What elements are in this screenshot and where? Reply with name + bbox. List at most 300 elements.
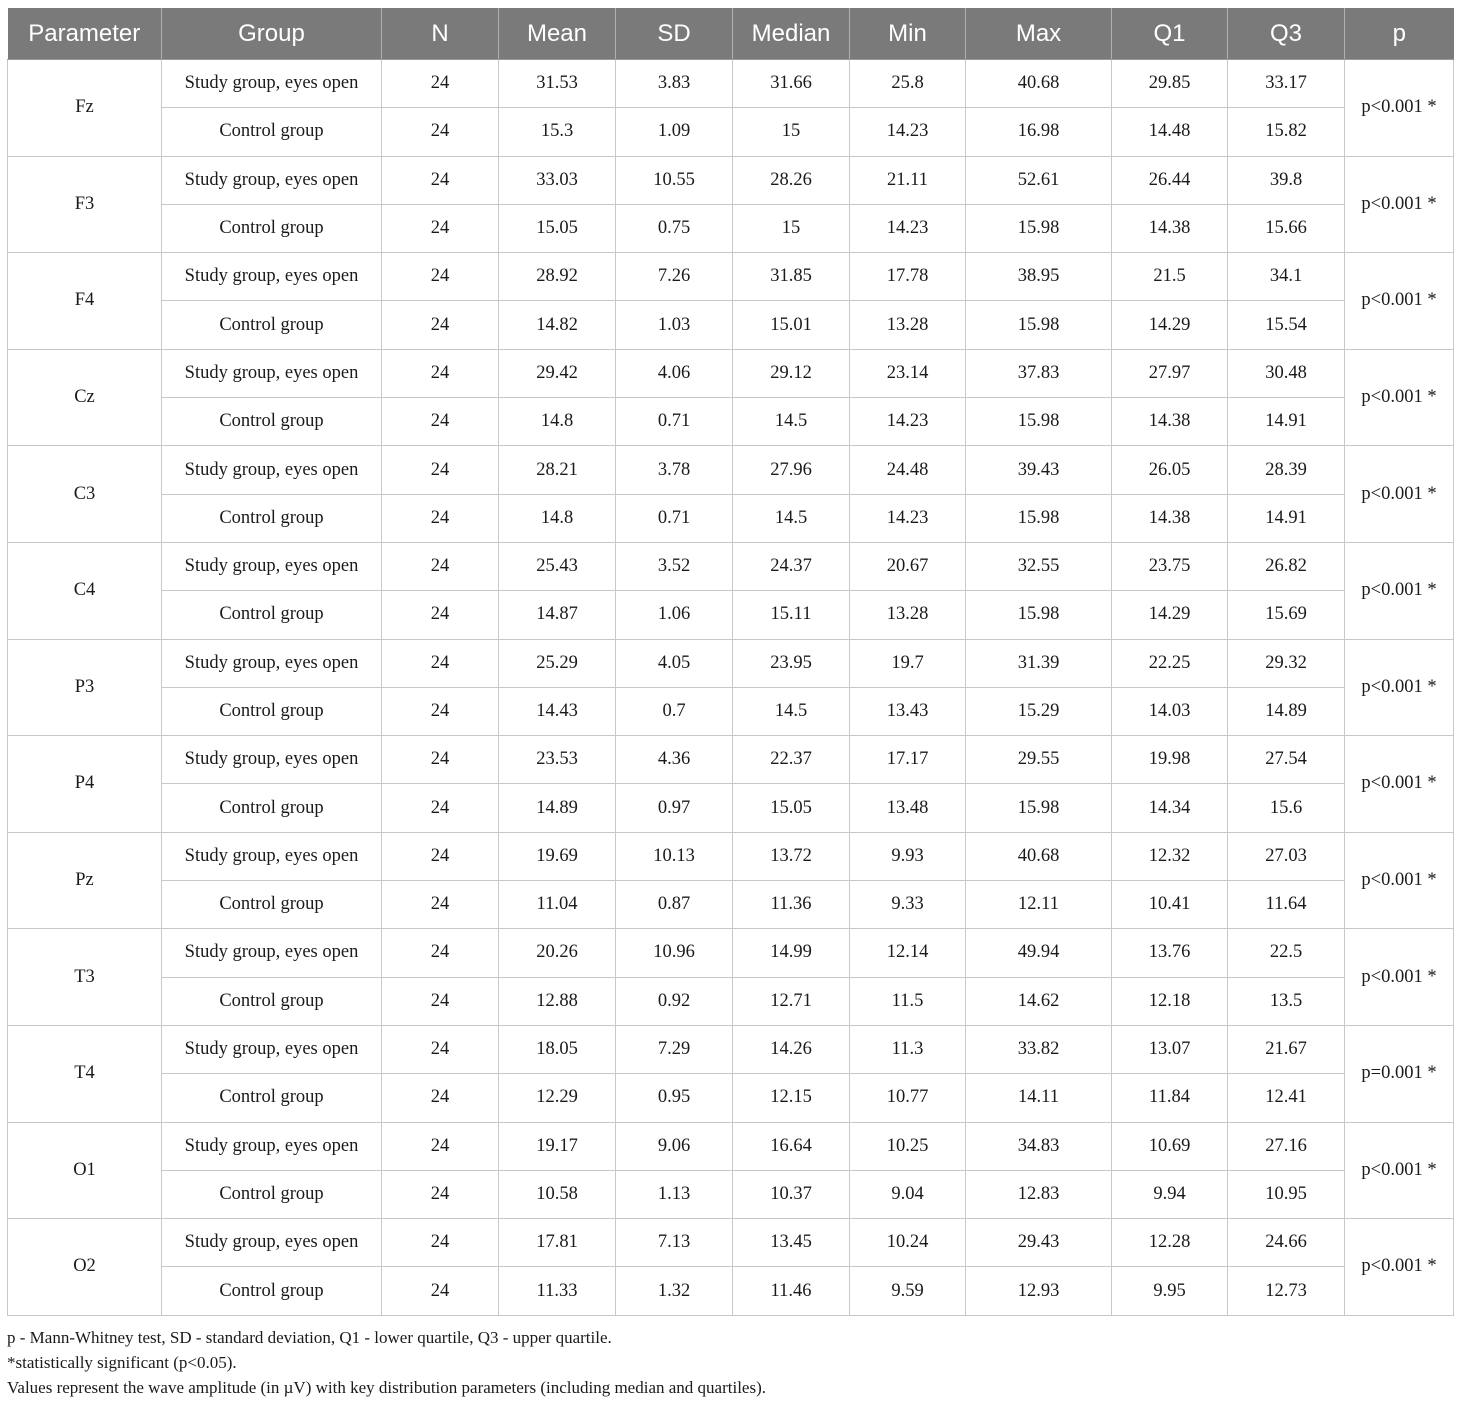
min-cell: 9.04 [850,1170,966,1218]
min-cell: 19.7 [850,639,966,687]
table-row [8,1170,1454,1218]
q3-cell: 15.54 [1228,301,1345,349]
table-body [8,60,1454,1316]
median-cell: 15 [733,108,850,156]
p-value-cell: p=0.001 * [1345,1025,1454,1122]
min-cell: 13.28 [850,591,966,639]
sd-cell: 0.92 [616,977,733,1025]
sd-cell: 10.55 [616,156,733,204]
median-cell: 15.11 [733,591,850,639]
sd-cell: 10.96 [616,929,733,977]
group-cell: Study group, eyes open [162,1122,382,1170]
sd-cell: 0.71 [616,494,733,542]
q1-cell: 9.95 [1112,1267,1228,1315]
n-cell: 24 [382,687,499,735]
footnote-abbreviations: p - Mann-Whitney test, SD - standard deviation, Q1 - lower quartile, Q3 - upper quartile. [7,1328,612,1347]
header-group: Group [162,8,382,60]
sd-cell: 7.26 [616,253,733,301]
n-cell: 24 [382,542,499,590]
q3-cell: 12.73 [1228,1267,1345,1315]
sd-cell: 9.06 [616,1122,733,1170]
q1-cell: 12.18 [1112,977,1228,1025]
n-cell: 24 [382,204,499,252]
mean-cell: 15.05 [499,204,616,252]
n-cell: 24 [382,1267,499,1315]
parameter-cell: Cz [8,349,162,446]
n-cell: 24 [382,929,499,977]
q1-cell: 19.98 [1112,736,1228,784]
mean-cell: 25.43 [499,542,616,590]
mean-cell: 14.43 [499,687,616,735]
sd-cell: 4.06 [616,349,733,397]
max-cell: 15.29 [966,687,1112,735]
max-cell: 14.62 [966,977,1112,1025]
max-cell: 12.93 [966,1267,1112,1315]
table-row [8,1122,1454,1170]
q3-cell: 33.17 [1228,60,1345,108]
group-cell: Control group [162,301,382,349]
median-cell: 27.96 [733,446,850,494]
group-cell: Study group, eyes open [162,1219,382,1267]
table-row [8,1074,1454,1122]
table-row [8,639,1454,687]
q3-cell: 27.03 [1228,832,1345,880]
p-value-cell: p<0.001 * [1345,929,1454,1026]
header-p: p [1345,8,1454,60]
table-row [8,349,1454,397]
max-cell: 12.11 [966,881,1112,929]
q3-cell: 13.5 [1228,977,1345,1025]
q1-cell: 14.34 [1112,784,1228,832]
q3-cell: 14.89 [1228,687,1345,735]
sd-cell: 1.32 [616,1267,733,1315]
sd-cell: 0.71 [616,398,733,446]
median-cell: 14.5 [733,398,850,446]
sd-cell: 0.87 [616,881,733,929]
group-cell: Study group, eyes open [162,639,382,687]
header-parameter: Parameter [8,8,162,60]
mean-cell: 14.82 [499,301,616,349]
group-cell: Control group [162,977,382,1025]
n-cell: 24 [382,1219,499,1267]
mean-cell: 31.53 [499,60,616,108]
group-cell: Study group, eyes open [162,929,382,977]
sd-cell: 3.83 [616,60,733,108]
p-value-cell: p<0.001 * [1345,542,1454,639]
min-cell: 13.28 [850,301,966,349]
median-cell: 12.15 [733,1074,850,1122]
n-cell: 24 [382,156,499,204]
max-cell: 29.43 [966,1219,1112,1267]
p-value-cell: p<0.001 * [1345,446,1454,543]
sd-cell: 7.29 [616,1025,733,1073]
p-value-cell: p<0.001 * [1345,639,1454,736]
median-cell: 13.72 [733,832,850,880]
median-cell: 16.64 [733,1122,850,1170]
header-q1: Q1 [1112,8,1228,60]
mean-cell: 19.69 [499,832,616,880]
median-cell: 31.85 [733,253,850,301]
mean-cell: 11.33 [499,1267,616,1315]
group-cell: Control group [162,1170,382,1218]
table-row [8,253,1454,301]
max-cell: 49.94 [966,929,1112,977]
group-cell: Study group, eyes open [162,60,382,108]
group-cell: Control group [162,591,382,639]
median-cell: 23.95 [733,639,850,687]
n-cell: 24 [382,108,499,156]
table-row [8,736,1454,784]
sd-cell: 4.05 [616,639,733,687]
sd-cell: 7.13 [616,1219,733,1267]
min-cell: 9.59 [850,1267,966,1315]
table-row [8,881,1454,929]
group-cell: Control group [162,108,382,156]
q1-cell: 27.97 [1112,349,1228,397]
q1-cell: 14.29 [1112,301,1228,349]
mean-cell: 29.42 [499,349,616,397]
median-cell: 13.45 [733,1219,850,1267]
p-value-cell: p<0.001 * [1345,1122,1454,1219]
min-cell: 14.23 [850,494,966,542]
max-cell: 14.11 [966,1074,1112,1122]
median-cell: 12.71 [733,977,850,1025]
q3-cell: 29.32 [1228,639,1345,687]
median-cell: 11.36 [733,881,850,929]
n-cell: 24 [382,1025,499,1073]
min-cell: 14.23 [850,398,966,446]
min-cell: 10.24 [850,1219,966,1267]
group-cell: Study group, eyes open [162,253,382,301]
min-cell: 9.93 [850,832,966,880]
header-median: Median [733,8,850,60]
group-cell: Study group, eyes open [162,736,382,784]
mean-cell: 33.03 [499,156,616,204]
q1-cell: 26.05 [1112,446,1228,494]
q1-cell: 26.44 [1112,156,1228,204]
q1-cell: 22.25 [1112,639,1228,687]
sd-cell: 1.13 [616,1170,733,1218]
min-cell: 20.67 [850,542,966,590]
n-cell: 24 [382,639,499,687]
mean-cell: 14.87 [499,591,616,639]
table-row [8,687,1454,735]
min-cell: 23.14 [850,349,966,397]
footnote-units: Values represent the wave amplitude (in µV) with key distribution parameters (including median and quartiles). [7,1378,766,1397]
parameter-cell: F3 [8,156,162,253]
n-cell: 24 [382,591,499,639]
median-cell: 14.99 [733,929,850,977]
parameter-cell: Fz [8,60,162,157]
n-cell: 24 [382,60,499,108]
mean-cell: 15.3 [499,108,616,156]
median-cell: 15.05 [733,784,850,832]
q3-cell: 15.66 [1228,204,1345,252]
group-cell: Control group [162,204,382,252]
table-row [8,929,1454,977]
n-cell: 24 [382,349,499,397]
sd-cell: 0.97 [616,784,733,832]
p-value-cell: p<0.001 * [1345,1219,1454,1316]
max-cell: 31.39 [966,639,1112,687]
p-value-cell: p<0.001 * [1345,349,1454,446]
n-cell: 24 [382,832,499,880]
table-row [8,398,1454,446]
min-cell: 21.11 [850,156,966,204]
median-cell: 14.26 [733,1025,850,1073]
group-cell: Control group [162,398,382,446]
mean-cell: 23.53 [499,736,616,784]
table-row [8,494,1454,542]
parameter-cell: C4 [8,542,162,639]
min-cell: 17.78 [850,253,966,301]
max-cell: 52.61 [966,156,1112,204]
n-cell: 24 [382,784,499,832]
min-cell: 11.3 [850,1025,966,1073]
q3-cell: 15.6 [1228,784,1345,832]
q3-cell: 12.41 [1228,1074,1345,1122]
group-cell: Study group, eyes open [162,349,382,397]
min-cell: 17.17 [850,736,966,784]
q1-cell: 9.94 [1112,1170,1228,1218]
header-row [8,8,1454,60]
q1-cell: 21.5 [1112,253,1228,301]
mean-cell: 14.8 [499,398,616,446]
mean-cell: 28.92 [499,253,616,301]
mean-cell: 10.58 [499,1170,616,1218]
group-cell: Study group, eyes open [162,156,382,204]
q3-cell: 15.69 [1228,591,1345,639]
median-cell: 28.26 [733,156,850,204]
q1-cell: 10.69 [1112,1122,1228,1170]
group-cell: Control group [162,784,382,832]
group-cell: Control group [162,1267,382,1315]
table-row [8,60,1454,108]
min-cell: 9.33 [850,881,966,929]
q3-cell: 21.67 [1228,1025,1345,1073]
p-value-cell: p<0.001 * [1345,156,1454,253]
max-cell: 40.68 [966,832,1112,880]
table-row [8,301,1454,349]
median-cell: 11.46 [733,1267,850,1315]
q1-cell: 14.38 [1112,494,1228,542]
p-value-cell: p<0.001 * [1345,253,1454,350]
group-cell: Control group [162,687,382,735]
max-cell: 15.98 [966,591,1112,639]
parameter-cell: F4 [8,253,162,350]
max-cell: 39.43 [966,446,1112,494]
mean-cell: 18.05 [499,1025,616,1073]
p-value-cell: p<0.001 * [1345,60,1454,157]
sd-cell: 1.03 [616,301,733,349]
q1-cell: 12.28 [1112,1219,1228,1267]
min-cell: 14.23 [850,108,966,156]
group-cell: Control group [162,881,382,929]
median-cell: 10.37 [733,1170,850,1218]
q3-cell: 30.48 [1228,349,1345,397]
q1-cell: 14.29 [1112,591,1228,639]
n-cell: 24 [382,494,499,542]
header-max: Max [966,8,1112,60]
table-row [8,1267,1454,1315]
group-cell: Control group [162,1074,382,1122]
q1-cell: 13.07 [1112,1025,1228,1073]
median-cell: 31.66 [733,60,850,108]
min-cell: 13.43 [850,687,966,735]
min-cell: 12.14 [850,929,966,977]
mean-cell: 12.29 [499,1074,616,1122]
group-cell: Study group, eyes open [162,542,382,590]
mean-cell: 28.21 [499,446,616,494]
table-row [8,204,1454,252]
parameter-cell: P3 [8,639,162,736]
sd-cell: 10.13 [616,832,733,880]
n-cell: 24 [382,736,499,784]
p-value-cell: p<0.001 * [1345,736,1454,833]
table-row [8,977,1454,1025]
min-cell: 14.23 [850,204,966,252]
group-cell: Study group, eyes open [162,832,382,880]
q1-cell: 23.75 [1112,542,1228,590]
parameter-cell: O2 [8,1219,162,1316]
q1-cell: 11.84 [1112,1074,1228,1122]
q3-cell: 27.54 [1228,736,1345,784]
sd-cell: 0.7 [616,687,733,735]
n-cell: 24 [382,1074,499,1122]
parameter-cell: P4 [8,736,162,833]
n-cell: 24 [382,1122,499,1170]
q3-cell: 14.91 [1228,494,1345,542]
n-cell: 24 [382,398,499,446]
q3-cell: 27.16 [1228,1122,1345,1170]
table-row [8,156,1454,204]
max-cell: 15.98 [966,301,1112,349]
mean-cell: 12.88 [499,977,616,1025]
q3-cell: 14.91 [1228,398,1345,446]
mean-cell: 19.17 [499,1122,616,1170]
q1-cell: 10.41 [1112,881,1228,929]
parameter-cell: O1 [8,1122,162,1219]
max-cell: 32.55 [966,542,1112,590]
parameter-cell: T3 [8,929,162,1026]
max-cell: 33.82 [966,1025,1112,1073]
mean-cell: 14.89 [499,784,616,832]
q1-cell: 29.85 [1112,60,1228,108]
group-cell: Study group, eyes open [162,446,382,494]
header-q3: Q3 [1228,8,1345,60]
sd-cell: 0.95 [616,1074,733,1122]
q1-cell: 14.48 [1112,108,1228,156]
header-mean: Mean [499,8,616,60]
max-cell: 15.98 [966,494,1112,542]
max-cell: 40.68 [966,60,1112,108]
mean-cell: 11.04 [499,881,616,929]
q3-cell: 34.1 [1228,253,1345,301]
q3-cell: 15.82 [1228,108,1345,156]
max-cell: 16.98 [966,108,1112,156]
sd-cell: 4.36 [616,736,733,784]
median-cell: 14.5 [733,687,850,735]
header-n: N [382,8,499,60]
q1-cell: 14.03 [1112,687,1228,735]
footnote-significance: *statistically significant (p<0.05). [7,1353,237,1372]
parameter-cell: C3 [8,446,162,543]
max-cell: 15.98 [966,784,1112,832]
mean-cell: 14.8 [499,494,616,542]
max-cell: 12.83 [966,1170,1112,1218]
sd-cell: 3.78 [616,446,733,494]
header-sd: SD [616,8,733,60]
p-value-cell: p<0.001 * [1345,832,1454,929]
max-cell: 15.98 [966,204,1112,252]
median-cell: 24.37 [733,542,850,590]
q1-cell: 13.76 [1112,929,1228,977]
data-table [7,8,1454,1316]
table-row [8,1025,1454,1073]
q1-cell: 12.32 [1112,832,1228,880]
n-cell: 24 [382,977,499,1025]
q3-cell: 26.82 [1228,542,1345,590]
table-footnotes [7,1325,766,1400]
table-row [8,1219,1454,1267]
mean-cell: 17.81 [499,1219,616,1267]
q3-cell: 24.66 [1228,1219,1345,1267]
sd-cell: 1.09 [616,108,733,156]
mean-cell: 20.26 [499,929,616,977]
max-cell: 29.55 [966,736,1112,784]
sd-cell: 1.06 [616,591,733,639]
q3-cell: 10.95 [1228,1170,1345,1218]
sd-cell: 0.75 [616,204,733,252]
q3-cell: 28.39 [1228,446,1345,494]
max-cell: 15.98 [966,398,1112,446]
q1-cell: 14.38 [1112,398,1228,446]
min-cell: 25.8 [850,60,966,108]
median-cell: 15.01 [733,301,850,349]
min-cell: 13.48 [850,784,966,832]
median-cell: 29.12 [733,349,850,397]
parameter-cell: Pz [8,832,162,929]
mean-cell: 25.29 [499,639,616,687]
n-cell: 24 [382,1170,499,1218]
table-row [8,832,1454,880]
min-cell: 11.5 [850,977,966,1025]
header-min: Min [850,8,966,60]
q3-cell: 22.5 [1228,929,1345,977]
q1-cell: 14.38 [1112,204,1228,252]
table-row [8,784,1454,832]
table-row [8,446,1454,494]
table-row [8,591,1454,639]
q3-cell: 39.8 [1228,156,1345,204]
table-row [8,108,1454,156]
min-cell: 10.25 [850,1122,966,1170]
median-cell: 22.37 [733,736,850,784]
n-cell: 24 [382,253,499,301]
q3-cell: 11.64 [1228,881,1345,929]
max-cell: 34.83 [966,1122,1112,1170]
max-cell: 37.83 [966,349,1112,397]
n-cell: 24 [382,301,499,349]
n-cell: 24 [382,881,499,929]
group-cell: Control group [162,494,382,542]
parameter-cell: T4 [8,1025,162,1122]
n-cell: 24 [382,446,499,494]
group-cell: Study group, eyes open [162,1025,382,1073]
median-cell: 15 [733,204,850,252]
median-cell: 14.5 [733,494,850,542]
min-cell: 24.48 [850,446,966,494]
